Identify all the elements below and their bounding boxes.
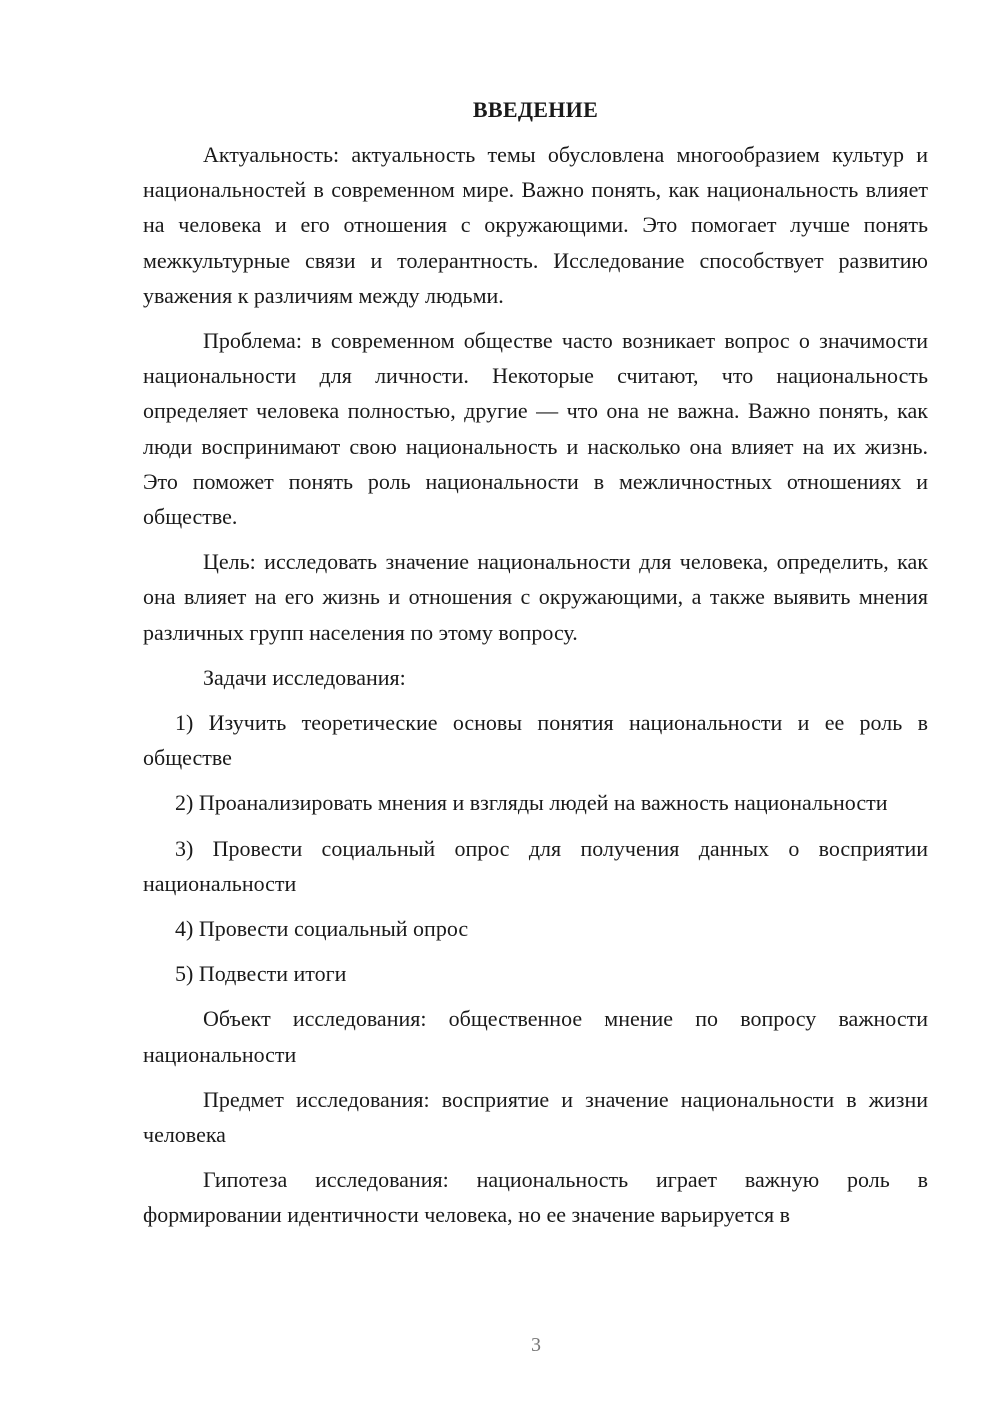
paragraph-subject: Предмет исследования: восприятие и значение национальности в жизни человека bbox=[143, 1086, 928, 1148]
document-page bbox=[143, 92, 928, 1243]
task-item-1: 1) Изучить теоретические основы понятия национальности и ее роль в обществе bbox=[143, 710, 928, 771]
paragraph-object: Объект исследования: общественное мнение по вопросу важности национальности bbox=[143, 1006, 928, 1067]
paragraph-goal: Цель: исследовать значение национальности для человека, определить, как она влияет на его жизнь и отношения с окружающими, а также выявить мнения различных групп населения по этому вопросу. bbox=[143, 549, 928, 645]
task-item-2: 2) Проанализировать мнения и взгляды людей на важность национальности bbox=[175, 790, 888, 816]
task-item-3: 3) Провести социальный опрос для получения данных о восприятии национальности bbox=[143, 835, 928, 896]
paragraph-tasks-title: Задачи исследования: bbox=[203, 664, 406, 690]
task-item-4: 4) Провести социальный опрос bbox=[175, 916, 469, 942]
paragraph-hypothesis: Гипотеза исследования: национальность играет важную роль в формировании идентичности человека, но ее значение варьируется в bbox=[143, 1167, 928, 1228]
section-heading: ВВЕДЕНИЕ bbox=[472, 97, 599, 122]
paragraph-relevance: Актуальность: актуальность темы обусловлена многообразием культур и национальностей в современном мире. Важно понять, как национальность влияет на человека и его отношения с окружающими. Это помогает лучше понять межкультурные связи и толерантность. Исследование способствует развитию уважения к различиям между людьми. bbox=[143, 142, 928, 308]
task-item-5: 5) Подвести итоги bbox=[175, 961, 347, 987]
page-number: 3 bbox=[531, 1334, 541, 1356]
paragraph-problem: Проблема: в современном обществе часто возникает вопрос о значимости национальности для личности. Некоторые считают, что национальность определяет человека полностью, другие — что она не важна. Важно понять, как люди воспринимают свою национальность и насколько она влияет на их жизнь. Это поможет понять роль национальности в межличностных отношениях и обществе. bbox=[143, 328, 928, 530]
